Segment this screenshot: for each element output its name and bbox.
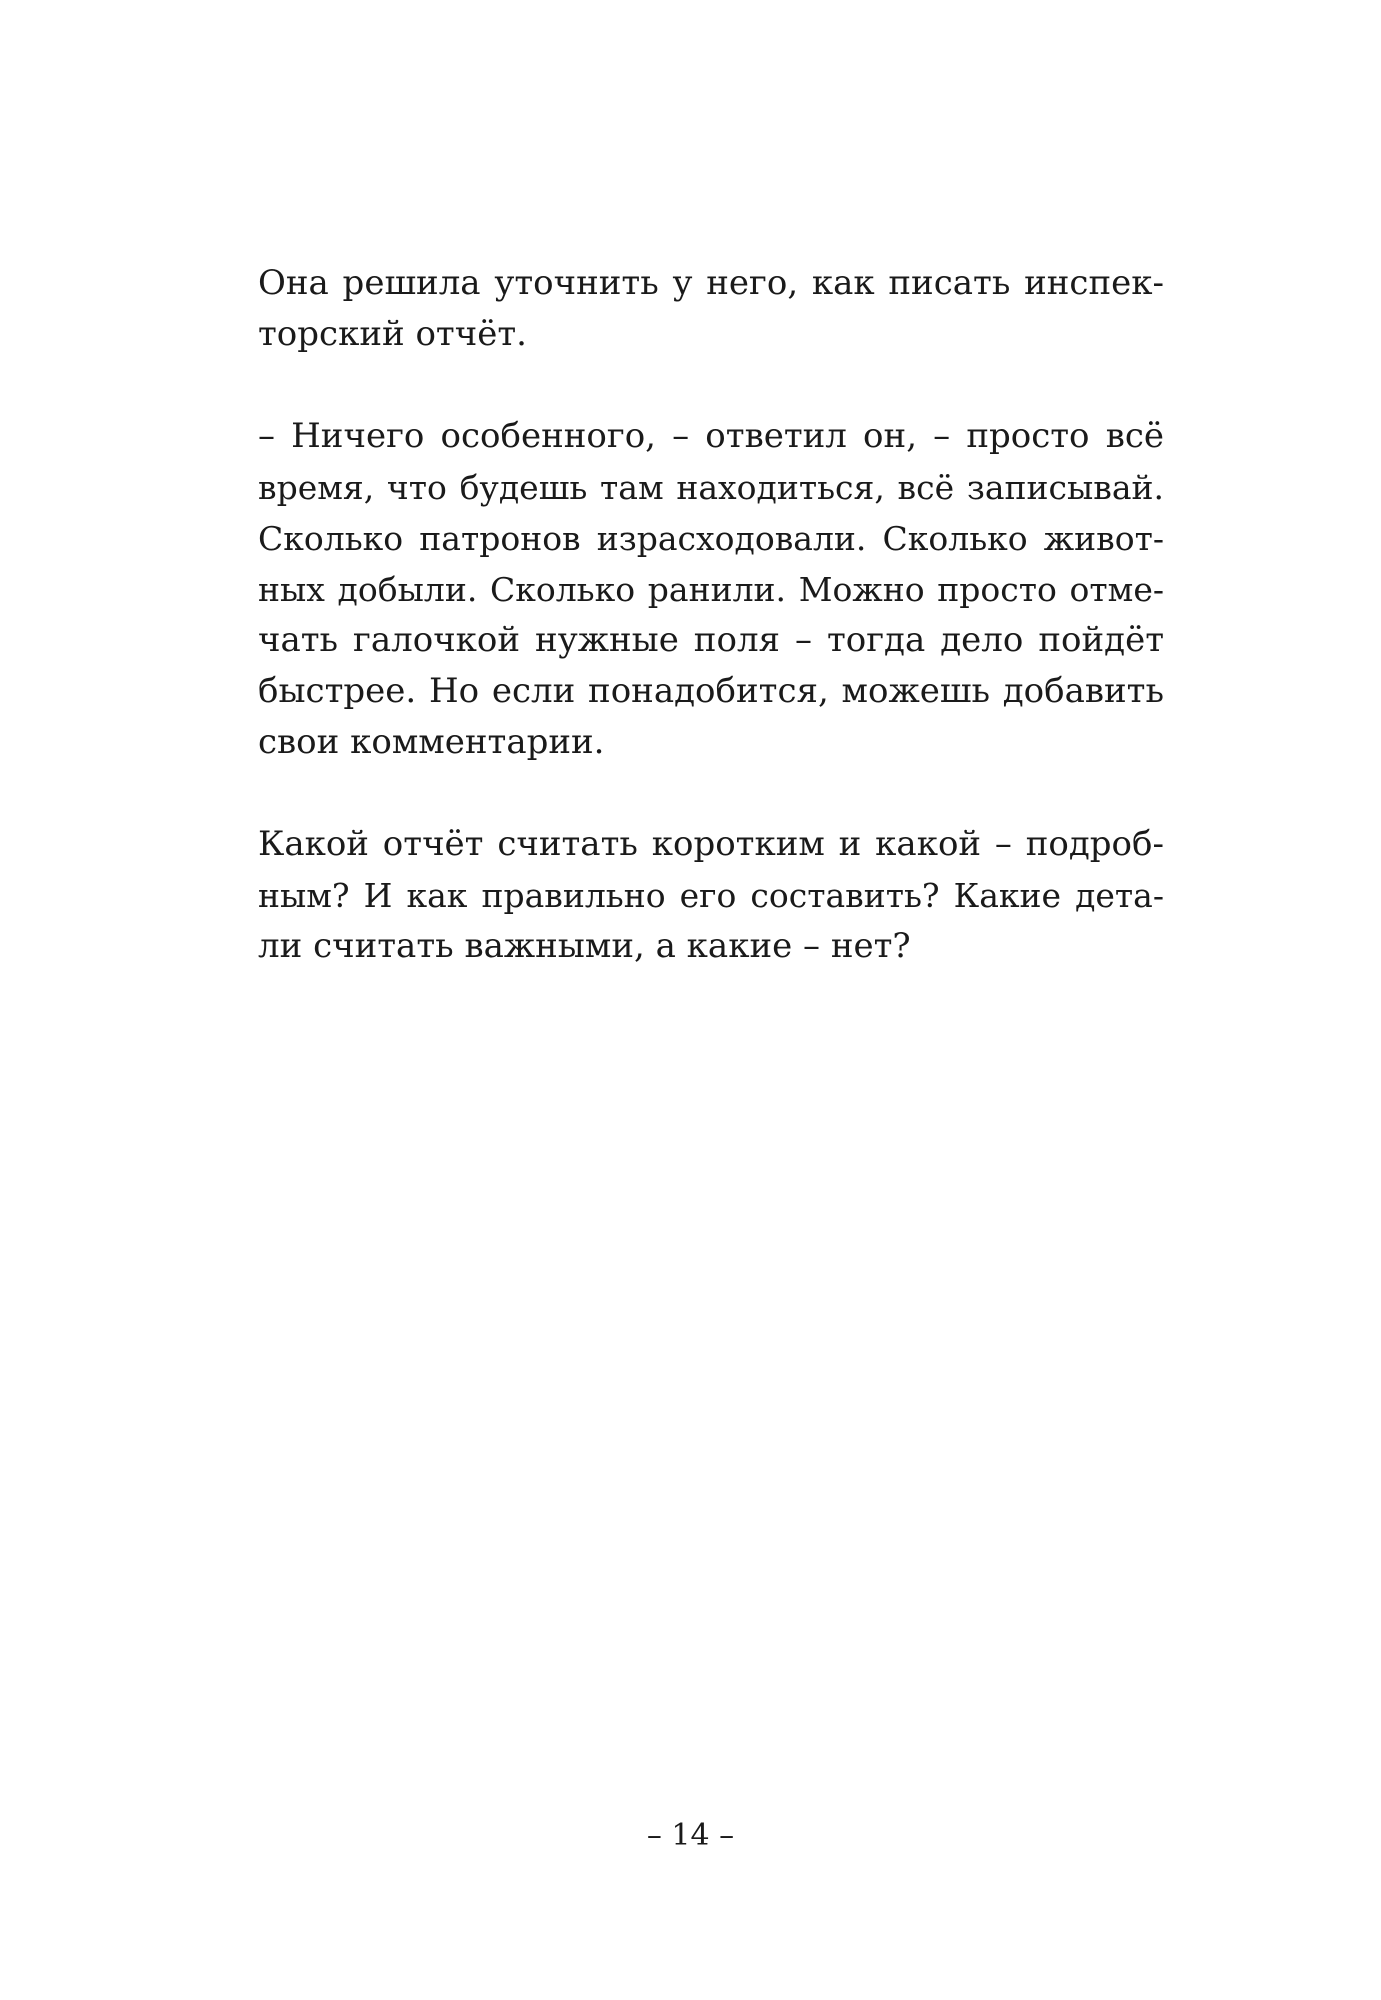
paragraph [258,411,1164,768]
text-line: Она решила уточнить у него, как писать инспек- [258,263,1164,303]
text-line: Какой отчёт считать коротким и какой – подроб- [258,824,1164,864]
text-line: ных добыли. Сколько ранили. Можно просто отме- [258,570,1164,609]
page-number: – 14 – [646,1818,735,1853]
text-line: свои комментарии. [258,722,605,762]
text-line: – Ничего особенного, – ответил он, – просто всё [258,416,1164,456]
text-line: ли считать важными, а какие – нет? [258,926,911,966]
text-line: торский отчёт. [258,314,527,354]
text-line: Сколько патронов израсходовали. Сколько живот- [258,519,1164,558]
text-line: чать галочкой нужные поля – тогда дело пойдёт [258,620,1164,660]
text-line: ным? И как правильно его составить? Какие дета- [258,876,1164,915]
text-line: время, что будешь там находиться, всё записывай. [258,468,1164,507]
paragraph [258,819,1164,972]
paragraph [258,258,1164,360]
text-line: быстрее. Но если понадобится, можешь добавить [258,671,1164,711]
body-text [258,258,1164,972]
